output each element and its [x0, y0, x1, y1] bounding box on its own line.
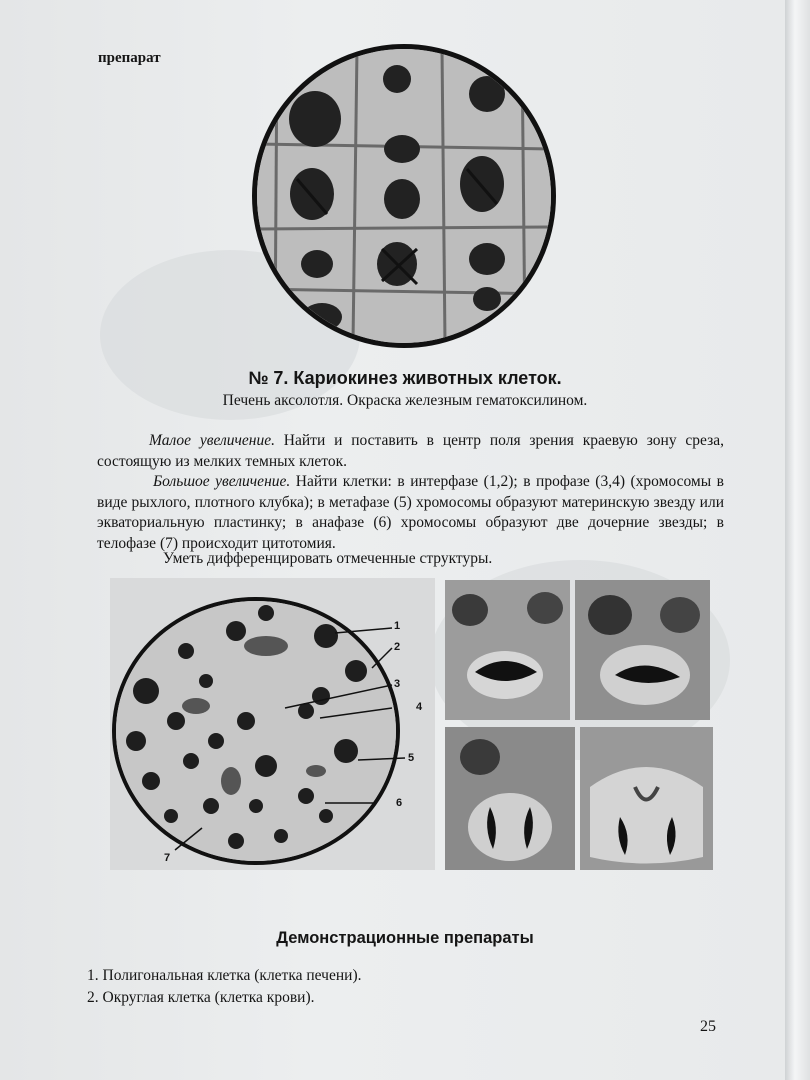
low-magnification-paragraph [97, 431, 724, 472]
demo-list [87, 965, 361, 1009]
instruction-text: Уметь дифференцировать отмеченные структуры. [163, 550, 493, 567]
page-number: 25 [700, 1018, 716, 1035]
callout-lines [110, 578, 435, 870]
low-magnification-text: Найти и поставить в центр поля зрения краевую зону среза, состоящую из мелких темных клеток. [97, 432, 724, 470]
figure-label-4: 4 [416, 701, 423, 713]
figure-label-2: 2 [394, 641, 401, 653]
figure-label-5: 5 [408, 752, 415, 764]
figure-label-1: 1 [394, 620, 401, 632]
low-magnification-label: Малое увеличение. [149, 432, 275, 449]
section-title: № 7. Кариокинез животных клеток. [248, 368, 562, 388]
onion-root-micrograph [252, 44, 556, 348]
page-edge [785, 0, 810, 1080]
demo-list-item: 2. Округлая клетка (клетка крови). [87, 989, 315, 1006]
micrograph-photo-2 [575, 580, 710, 720]
micrograph-photo-4 [580, 727, 713, 870]
high-magnification-text: Найти клетки: в интерфазе (1,2); в профазе (3,4) (хромосомы в виде рыхлого, плотного клубка); в метафазе (5) хромосомы образуют материнскую звезду или экваториальную пластинку; в анафазе (6) хромосомы образуют две дочерние звезды; в телофазе (7) происходит цитотомия. [97, 473, 724, 552]
figure-label-3: 3 [394, 678, 401, 690]
top-label: препарат [98, 50, 161, 66]
micrograph-photo-3 [445, 727, 575, 870]
section-subtitle: Печень аксолотля. Окраска железным гематоксилином. [222, 392, 588, 409]
micrograph-photo-1 [445, 580, 570, 720]
demo-list-item: 1. Полигональная клетка (клетка печени). [87, 967, 362, 984]
high-magnification-label: Большое увеличение. [153, 473, 291, 490]
high-magnification-paragraph [97, 472, 724, 554]
figure-label-6: 6 [396, 797, 403, 809]
figure-label-7: 7 [164, 852, 171, 864]
demo-title: Демонстрационные препараты [276, 929, 534, 947]
